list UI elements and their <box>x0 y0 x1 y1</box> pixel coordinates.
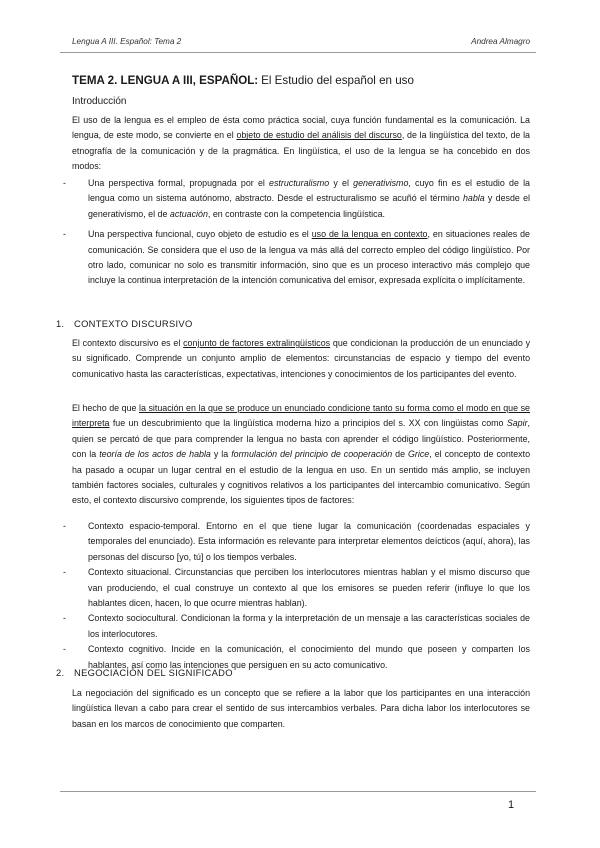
section-title: NEGOCIACIÓN DEL SIGNIFICADO <box>74 667 233 678</box>
italic-term: habla <box>462 193 485 204</box>
header-course-title: Lengua A III. Español: Tema 2 <box>72 37 182 46</box>
list-item <box>63 519 530 565</box>
underlined-text: la situación en la que se produce un enunciado condicione tanto su forma como el modo en que se interpreta <box>72 403 530 429</box>
intro-bullet-list <box>63 176 530 289</box>
text-run: , de la lingüística del texto, de la etnografía de la comunicación y de la pragmática. En lingüística, el uso de la lengua se ha concebido en dos modos: <box>72 130 530 172</box>
italic-term: Grice <box>408 449 430 460</box>
bullet-dash: - <box>63 521 66 531</box>
list-item <box>63 227 530 289</box>
text-run: Una perspectiva funcional, cuyo objeto de estudio es el <box>88 229 312 240</box>
text-run: , en contraste con la competencia lingüística. <box>207 208 385 219</box>
italic-term: generativismo <box>353 178 409 188</box>
context-types-list <box>63 519 530 673</box>
text-run: , el concepto de contexto ha pasado a ocupar un lugar central en el estudio de la lengua en uso. En un sentido más amplio, se incluyen también factores sociales, culturales y cognitivos relativos a los participantes del intercambio comunicativo. Según esto, el contexto discursivo comprende, los siguientes tipos de factores: <box>72 449 531 506</box>
list-item <box>63 176 530 222</box>
page-title <box>72 74 542 87</box>
text-run: de <box>392 449 409 460</box>
header-divider <box>60 52 536 53</box>
section2-paragraph: La negociación del significado es un concepto que se refiere a la labor que los participantes en una interacción lingüística llevan a cabo para crear el sentido de sus intercambios verbales. Para dicha labor los interlocutores se basan en los marcos de conocimiento que comparten. <box>72 688 530 729</box>
list-item-text: Contexto sociocultural. Condicionan la forma y la interpretación de un mensaje a las características sociales de los interlocutores. <box>88 613 530 639</box>
text-run: y el <box>329 178 354 188</box>
text-run: El contexto discursivo es el <box>72 338 184 348</box>
intro-paragraph <box>72 113 530 175</box>
section-heading-contexto <box>56 318 193 329</box>
italic-term: formulación del principio de cooperación <box>231 449 393 460</box>
text-run: fue un descubrimiento que la lingüística moderna hizo a principios del s. XX con lingüistas como <box>109 418 507 429</box>
italic-term: teoría de los actos de habla <box>99 449 211 460</box>
bullet-dash: - <box>63 613 66 624</box>
underlined-text: conjunto de factores extralingüísticos <box>183 338 331 348</box>
header-author: Andrea Almagro <box>471 37 530 46</box>
italic-term: actuación <box>169 208 208 219</box>
list-item-text: Contexto espacio-temporal. Entorno en el que tiene lugar la comunicación (coordenadas espaciales y temporales del enunciado). Esta información es relevante para interpretar elementos deícticos (aquí, ahora), las personas del discurso [yo, tú] o los tiempos verbales. <box>88 521 530 562</box>
text-run: Una perspectiva formal, propugnada por el <box>88 178 270 188</box>
section-heading-negociacion <box>56 667 233 678</box>
text-run: y la <box>210 449 232 460</box>
section1-paragraph-2 <box>72 401 530 509</box>
section-number: 1. <box>56 318 65 329</box>
title-bold: TEMA 2. LENGUA A III, ESPAÑOL: <box>72 74 259 87</box>
title-subtitle: El Estudio del español en uso <box>261 74 414 87</box>
intro-heading: Introducción <box>72 96 127 107</box>
section-number: 2. <box>56 667 65 678</box>
list-item <box>63 565 530 611</box>
bullet-dash: - <box>63 567 66 578</box>
italic-term: estructuralismo <box>269 178 330 188</box>
section-title: CONTEXTO DISCURSIVO <box>74 318 193 329</box>
text-run: , en situaciones reales de comunicación. Se considera que el uso de la lengua va más allá del correcto empleo del código lingüístico. Por otro lado, comunicar no solo es transmitir información, sino que es un proceso interactivo más complejo que incluye la continua interpretación de la intención comunicativa del emisor, expresada explícita o implícitamente. <box>88 229 530 286</box>
footer-divider <box>60 791 536 792</box>
list-item-text: Contexto situacional. Circunstancias que perciben los interlocutores mientras hablan y el mismo discurso que van produciendo, el cual construye un contexto al que los emisores se pueden referir (influye lo que los hablantes dicen, hacen, lo que ocurre mientras hablan). <box>88 567 530 609</box>
list-item-text: Contexto cognitivo. Incide en la comunicación, el conocimiento del mundo que poseen y comparten los hablantes, así como las intenciones que persiguen en su acto comunicativo. <box>88 644 530 670</box>
text-run: y desde el generativismo, el de <box>88 193 530 219</box>
list-item <box>63 611 530 642</box>
bullet-dash: - <box>63 644 66 655</box>
underlined-text: objeto de estudio del análisis del discurso <box>236 130 402 141</box>
page-number: 1 <box>508 799 515 811</box>
italic-term: Sapir <box>506 418 528 429</box>
underlined-text: uso de la lengua en contexto <box>311 229 428 240</box>
text-run: , cuyo fin es el estudio de la lengua como un sistema autónomo, abstracto. Desde el estructuralismo se acuñó el término <box>88 178 530 204</box>
text-run: El hecho de que <box>72 403 139 413</box>
bullet-dash: - <box>63 229 66 240</box>
text-run: , quien se percató de que para comprender la lengua no basta con aprender el código lingüístico. Posteriormente, con la <box>72 418 530 460</box>
text-run: que condicionan la producción de un enunciado y su significado. Comprende un conjunto amplio de elementos: circunstancias de espacio y tiempo del evento comunicativo hasta las características, expectativas, intenciones y conocimientos de los participantes del evento. <box>72 338 531 379</box>
bullet-dash: - <box>63 178 66 188</box>
text-run: El uso de la lengua es el empleo de ésta como práctica social, cuya función fundamental es la comunicación. La lengua, de este modo, se convierte en el <box>72 115 530 141</box>
section1-paragraph-1 <box>72 336 530 382</box>
